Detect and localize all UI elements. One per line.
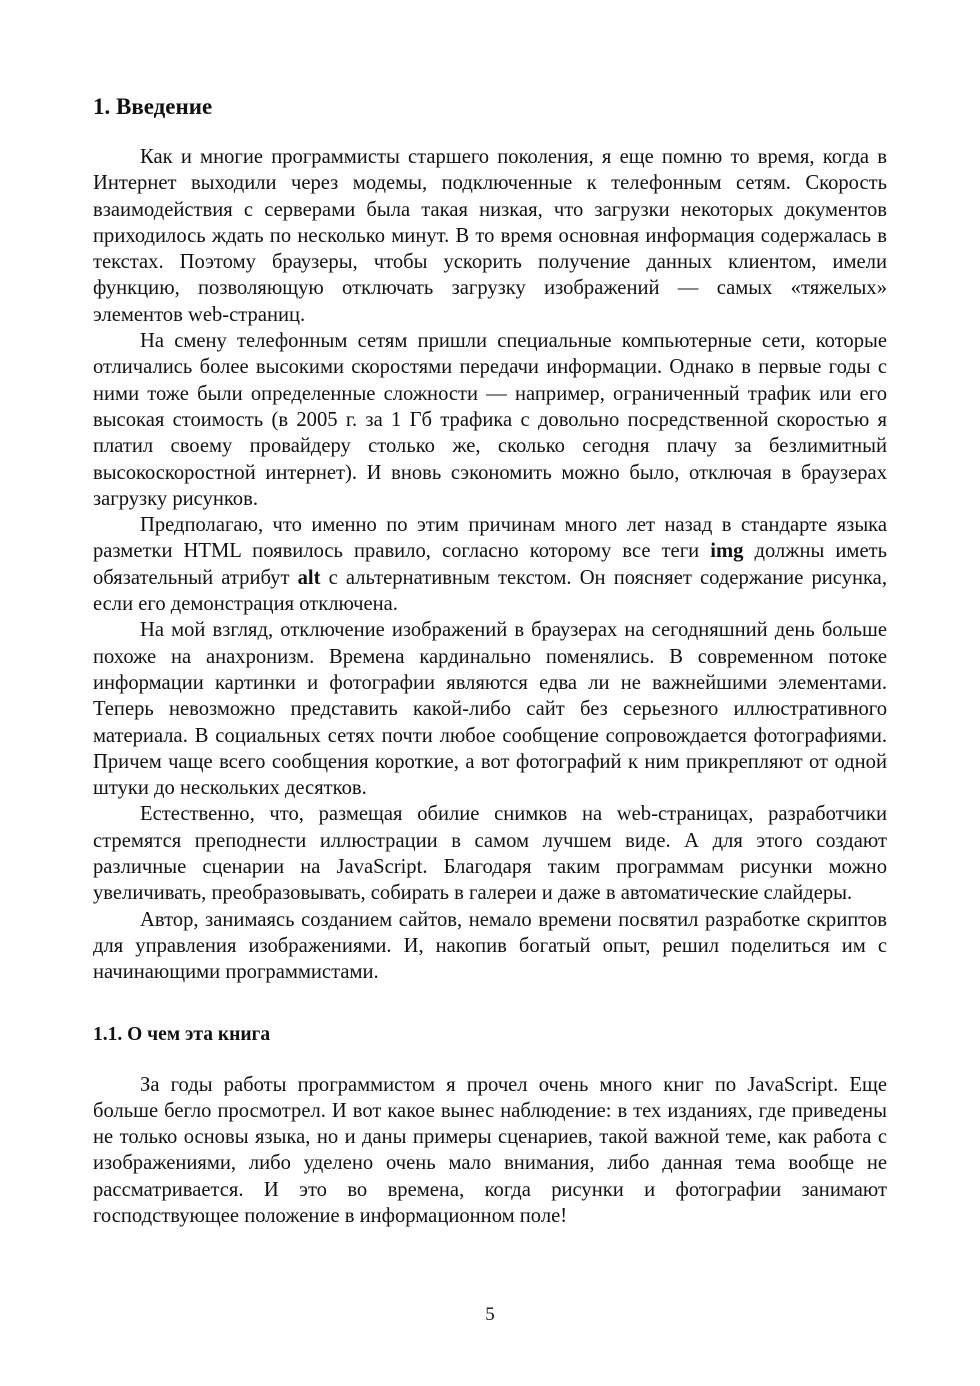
- page-number: 5: [485, 1304, 495, 1325]
- section-title: 1. Введение: [93, 94, 213, 119]
- img-tag-term: img: [710, 540, 744, 563]
- paragraph-3-text-a: Предполагаю, что именно по этим причинам много лет назад в стандарте языка разметки HTML появилось правило, согласно которому все теги: [93, 514, 887, 563]
- paragraph-6: Автор, занимаясь созданием сайтов, немало времени посвятил разработке скриптов для управления изображениями. И, накопив богатый опыт, решил поделиться им с начинающими программистами.: [93, 908, 887, 984]
- paragraph-3-text-b: должны иметь обязательный атрибут: [93, 540, 887, 589]
- paragraph-3-text-c: с альтернативным текстом. Он поясняет содержание рисунка, если его демонстрация отключена.: [93, 566, 887, 616]
- paragraph-2: На смену телефонным сетям пришли специальные компьютерные сети, которые отличались более высокими скоростями передачи информации. Однако в первые годы с ними тоже были определенные сложности — например, ограниченный трафик или его высокая стоимость (в 2005 г. за 1 Гб трафика с довольно посредственной скоростью я платил своему провайдеру столько же, сколько сегодня плачу за безлимитный высокоскоростной интернет). И вновь сэкономить можно было, отключая в браузерах загрузку рисунков.: [93, 330, 887, 510]
- subsection-title: 1.1. О чем эта книга: [93, 1023, 271, 1045]
- paragraph-5: Естественно, что, размещая обилие снимков на web-страницах, разработчики стремятся преподнести иллюстрации в самом лучшем виде. А для этого создают различные сценарии на JavaScript. Благодаря таким программам рисунки можно увеличивать, преобразовывать, собирать в галереи и даже в автоматические слайдеры.: [93, 803, 887, 905]
- alt-attribute-term: alt: [297, 566, 321, 589]
- paragraph-1: Как и многие программисты старшего поколения, я еще помню то время, когда в Интернет выходили через модемы, подключенные к телефонным сетям. Скорость взаимодействия с серверами была такая низкая, что загрузки некоторых документов приходилось ждать по несколько минут. В то время основная информация содержалась в текстах. Поэтому браузеры, чтобы ускорить получение данных клиентом, имели функцию, позволяющую отключать загрузку изображений — самых «тяжелых» элементов web-страниц.: [93, 146, 887, 326]
- page-content: [93, 92, 887, 1229]
- subsection-paragraph: За годы работы программистом я прочел очень много книг по JavaScript. Еще больше бегло просмотрел. И вот какое вынес наблюдение: в тех изданиях, где приведены не только основы языка, но и даны примеры сценариев, такой важной теме, как работа с изображениями, либо уделено очень мало внимания, либо данная тема вообще не рассматривается. И это во времена, когда рисунки и фотографии занимают господствующее положение в информационном поле!: [93, 1073, 887, 1227]
- paragraph-3: [93, 512, 887, 617]
- paragraph-4: На мой взгляд, отключение изображений в браузерах на сегодняшний день больше похоже на анахронизм. Времена кардинально поменялись. В современном потоке информации картинки и фотографии являются едва ли не важнейшими элементами. Теперь невозможно представить какой-либо сайт без серьезного иллюстративного материала. В социальных сетях почти любое сообщение сопровождается фотографиями. Причем чаще всего сообщения короткие, а вот фотографий к ним прикрепляют от одной штуки до нескольких десятков.: [93, 619, 887, 800]
